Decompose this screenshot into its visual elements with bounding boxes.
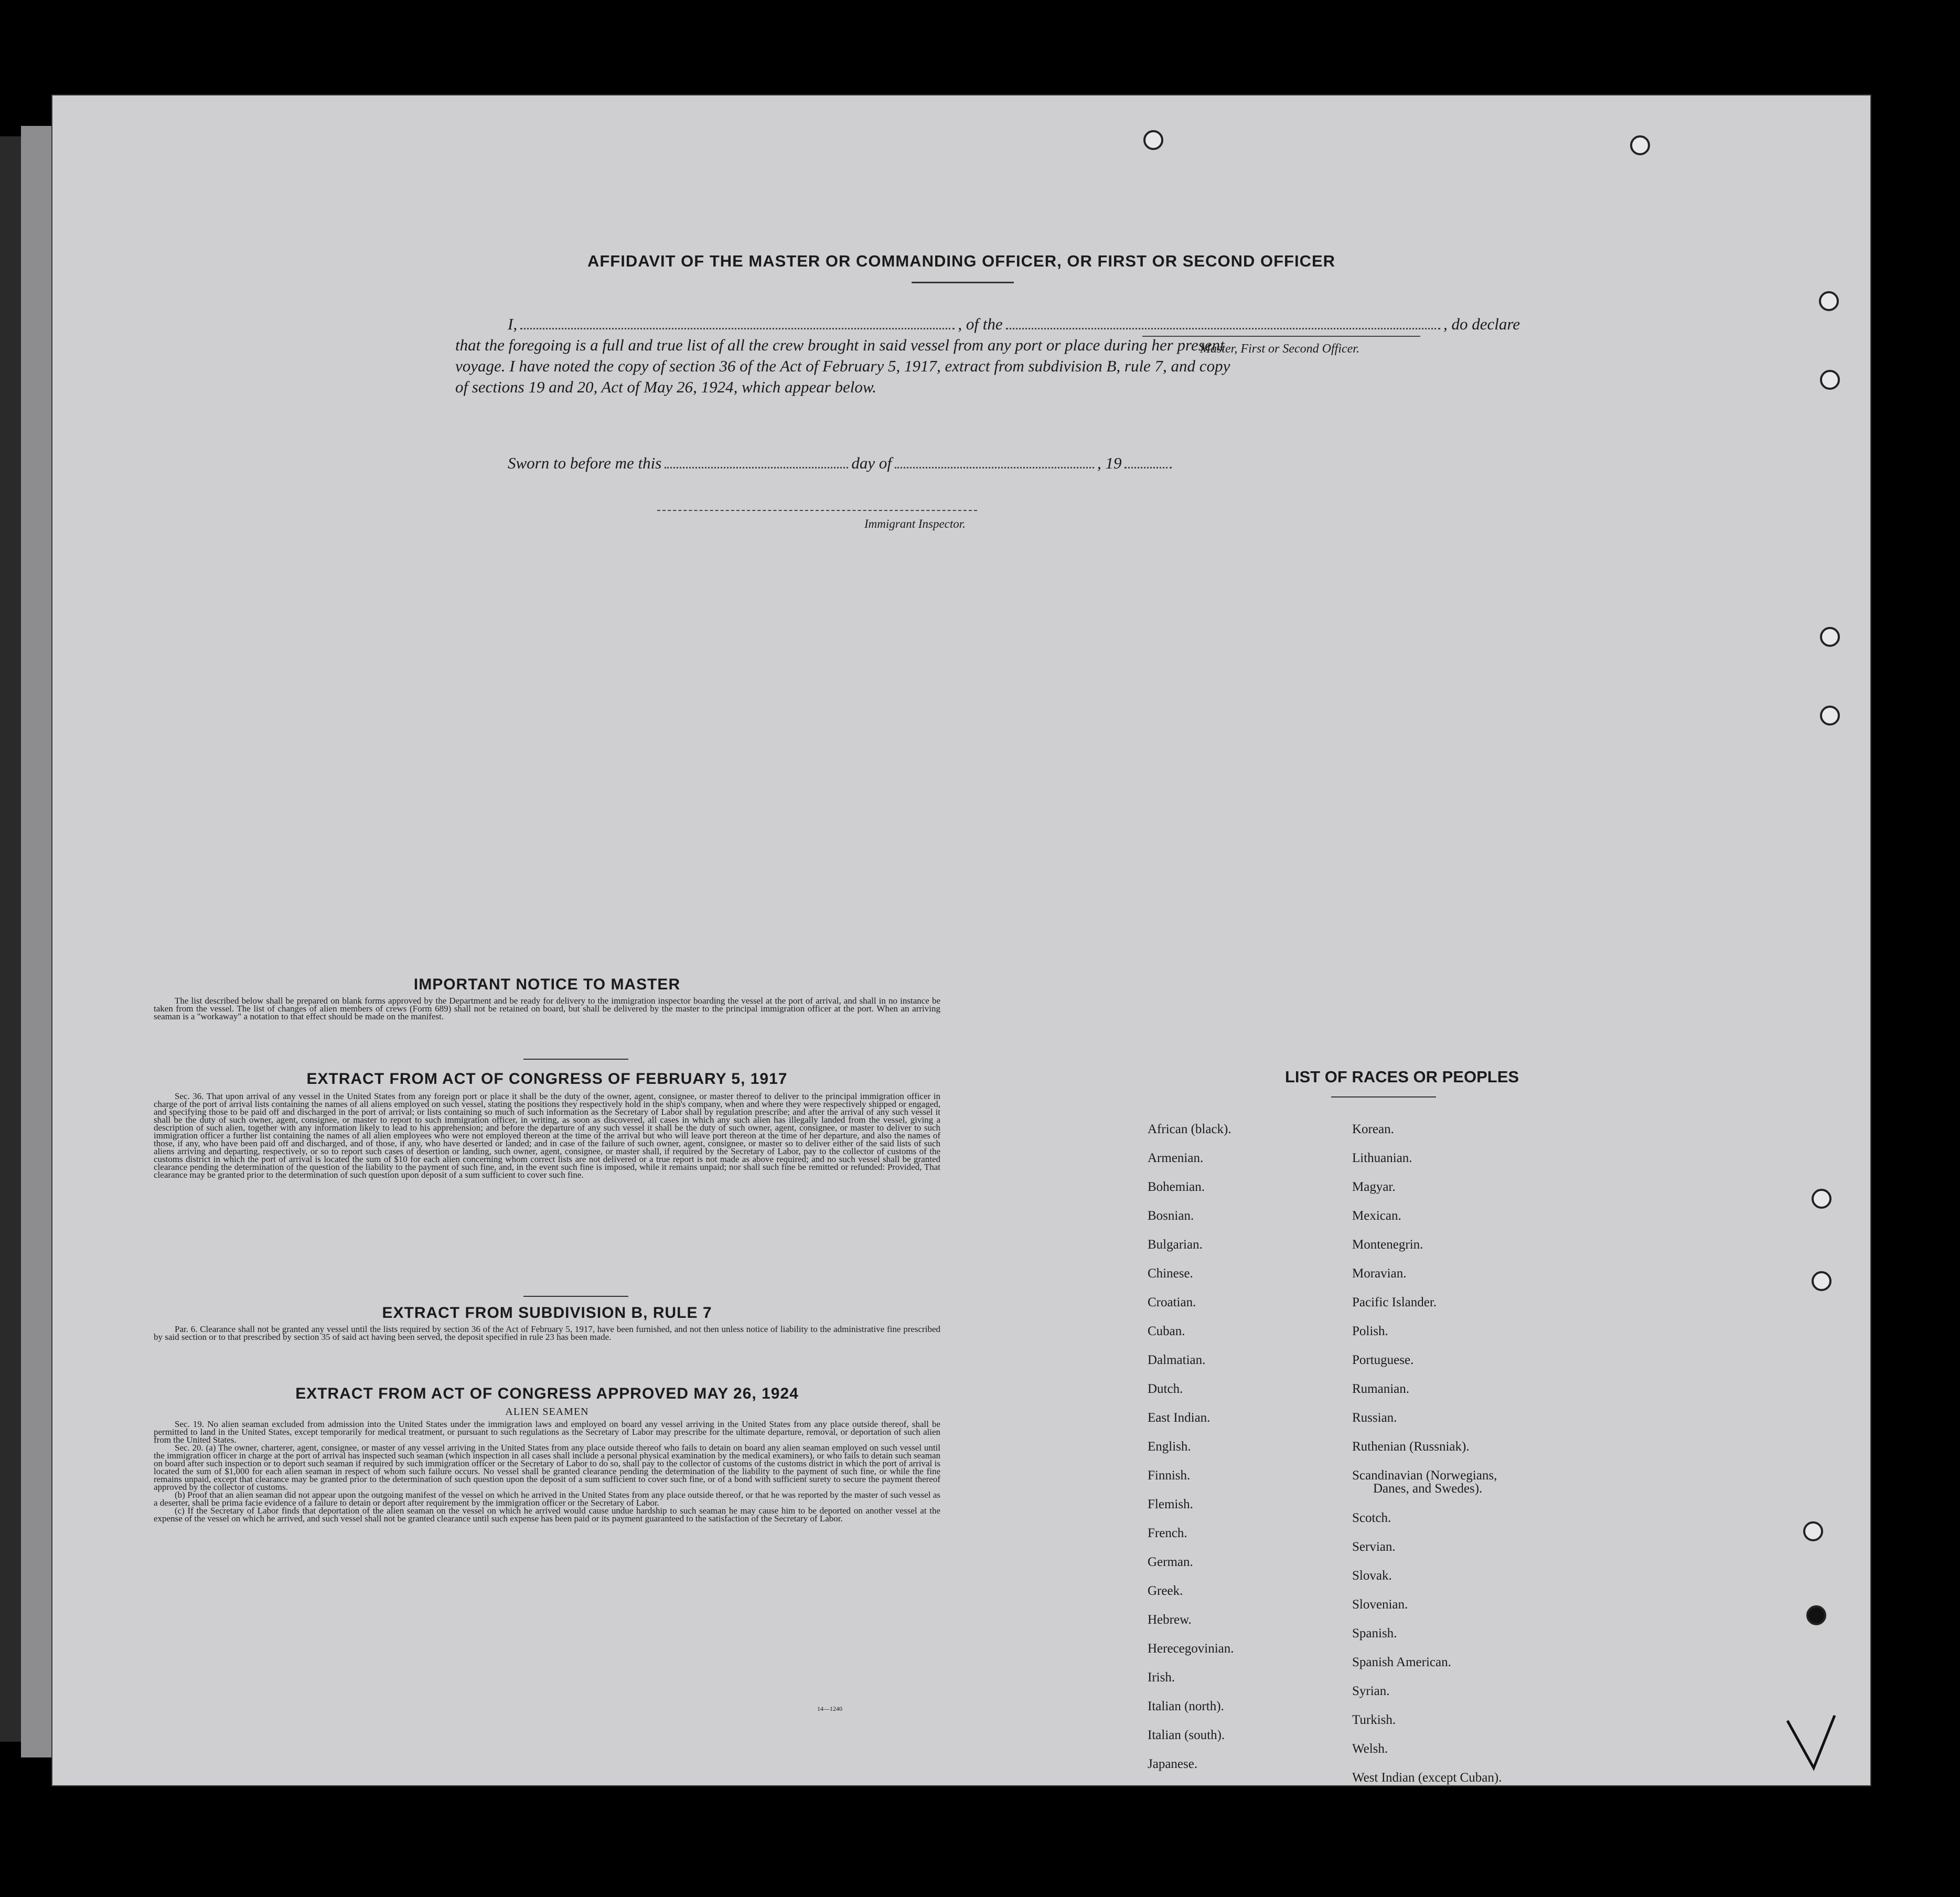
sec-20-a-text: Sec. 20. (a) The owner, charterer, agent, consignee, or master of any vessel arriving in the United States from any place outside thereof who fails to detain on board any alien seaman employed on such vessel until the immigration officer in charge at the port of arrival has inspected such seaman (which inspection in all cases shall include a personal physical examination by the medical examiners), or who fails to detain such seaman on board after such inspection or to deport such seaman if required by such immigration officer or the Secretary of Labor to do so, shall pay to the collector of customs of the customs district in which the port of arrival is located the sum of $1,000 for each alien seaman in respect of whom such failure occurs. No vessel shall be granted clearance pending the determination of the liability to the payment of such fine, or while the fine remains unpaid, except that clearance may be granted prior to the determination of such question upon the deposit of a sum sufficient to cover such fine, or of a bond with sufficient surety to secure the payment thereof approved by the collector of customs. (154, 1443, 940, 1492)
punch-hole (1820, 706, 1840, 726)
extract-1917-section (154, 1070, 940, 1179)
races-title: LIST OF RACES OR PEOPLES (1284, 1068, 1519, 1086)
divider (523, 1296, 628, 1297)
race-item: Japanese. (1148, 1757, 1198, 1771)
page-stack-edge (21, 126, 52, 1757)
race-item: Spanish. (1352, 1626, 1397, 1640)
race-item: Flemish. (1148, 1497, 1193, 1511)
notice-text: The list described below shall be prepared on blank forms approved by the Department and be ready for delivery to the immigration inspector boarding the vessel at the port of arrival, and shall in no instance be taken from the vessel. The list of changes of alien members of crews (Form 689) shall not be retained on board, but shall be delivered by the master to the principal immigration officer at the port. When an arriving seaman is a "workaway" a notation to that effect should be made on the manifest. (154, 996, 940, 1021)
punch-hole (1806, 1605, 1826, 1625)
sworn-text: Sworn to before me this (508, 454, 662, 472)
sec-20-c-text: (c) If the Secretary of Labor finds that deportation of the alien seaman on the vessel on which he arrived would cause undue hardship to such seaman he may cause him to be deported on another vessel at the expense of the vessel on which he arrived, and such vessel shall not be granted clearance until such expense has been paid or its payment guaranteed to the satisfaction of the Secretary of Labor. (154, 1506, 940, 1523)
inspector-label: Immigrant Inspector. (864, 517, 966, 530)
form-page (51, 94, 1871, 1786)
affidavit-declare: , do declare (1443, 315, 1520, 333)
race-item: Herecegovinian. (1148, 1642, 1234, 1656)
affidavit-line-3: voyage. I have noted the copy of section 36 of the Act of February 5, 1917, extract from subdivision B, rule 7, and copy (455, 357, 1230, 375)
race-item: Pacific Islander. (1352, 1295, 1437, 1309)
check-mark-icon (1782, 1710, 1845, 1778)
punch-hole (1803, 1521, 1823, 1541)
affidavit-title: AFFIDAVIT OF THE MASTER OR COMMANDING OFFICER, OR FIRST OR SECOND OFFICER (587, 252, 1336, 270)
punch-hole (1820, 627, 1840, 647)
notice-section (154, 976, 940, 1020)
race-item: Servian. (1352, 1540, 1396, 1554)
sworn-day-field[interactable] (665, 454, 848, 468)
race-item: Dutch. (1148, 1382, 1183, 1396)
race-item: Bohemian. (1148, 1180, 1205, 1194)
race-item: African (black). (1148, 1122, 1231, 1136)
race-item: Italian (north). (1148, 1699, 1224, 1713)
race-item: Armenian. (1148, 1151, 1204, 1165)
subdivision-b-section (154, 1304, 940, 1341)
affidavit-of-the: , of the (958, 315, 1003, 333)
sworn-month-field[interactable] (895, 454, 1094, 468)
punch-hole (1819, 291, 1839, 311)
race-item: Russian. (1352, 1411, 1397, 1425)
race-item: Ruthenian (Russniak). (1352, 1440, 1470, 1454)
affidavit-line-1 (455, 314, 1520, 335)
race-item: Bulgarian. (1148, 1238, 1203, 1252)
race-item: Turkish. (1352, 1713, 1396, 1727)
punch-hole (1812, 1189, 1832, 1209)
punch-hole (1820, 370, 1840, 390)
race-item: West Indian (except Cuban). (1352, 1771, 1502, 1785)
races-right-column (1352, 1115, 1502, 1792)
inspector-signature-line[interactable] (657, 510, 977, 511)
race-item: Greek. (1148, 1584, 1183, 1598)
alien-seamen-subtitle: ALIEN SEAMEN (505, 1406, 589, 1418)
race-item: Bosnian. (1148, 1209, 1194, 1223)
race-item: French. (1148, 1526, 1187, 1540)
race-item: Chinese. (1148, 1266, 1193, 1281)
race-item: Polish. (1352, 1324, 1388, 1338)
punch-hole (1143, 130, 1163, 150)
sec-20-b-text: (b) Proof that an alien seaman did not appear upon the outgoing manifest of the vessel on which he arrived in the United States from any place outside thereof, or that he was reported by the master of such vessel as a deserter, shall be prima facie evidence of a failure to detain or deport after requirement by the immigration officer or the Secretary of Labor. (154, 1490, 940, 1508)
notice-title: IMPORTANT NOTICE TO MASTER (413, 976, 681, 993)
race-item: English. (1148, 1440, 1191, 1454)
race-item: Slovak. (1352, 1569, 1392, 1583)
form-number: 14—1240 (817, 1705, 842, 1712)
race-item: Montenegrin. (1352, 1238, 1423, 1252)
race-item: Slovenian. (1352, 1597, 1408, 1612)
subdivision-b-title: EXTRACT FROM SUBDIVISION B, RULE 7 (382, 1304, 712, 1321)
race-item: Irish. (1148, 1670, 1175, 1685)
affidavit-i: I, (508, 315, 518, 333)
affidavit-body (455, 314, 1520, 398)
race-item: Moravian. (1352, 1266, 1407, 1281)
sworn-year-field[interactable] (1124, 454, 1172, 468)
race-item: Magyar. (1352, 1180, 1396, 1194)
name-field[interactable] (520, 315, 955, 329)
extract-1924-section (154, 1385, 940, 1522)
race-item: Scotch. (1352, 1511, 1391, 1525)
race-item: Dalmatian. (1148, 1353, 1206, 1367)
race-item: German. (1148, 1555, 1193, 1569)
extract-1917-text: Sec. 36. That upon arrival of any vessel in the United States from any foreign port or place it shall be the duty of the owner, agent, consignee, or master thereof to deliver to the principal immigration officer in charge of the port of arrival lists containing the names of all aliens employed on such vessel, stating the positions they respectively hold in the ship's company, when and where they were respectively shipped or engaged, and specifying those to be paid off and discharged in the port of arrival; or lists containing so much of such information as the Secretary of Labor shall by regulation prescribe; and after the arrival of any such vessel it shall be the duty of such owner, agent, consignee, or master to report to such immigration officer, in writing, as soon as discovered, all cases in which any such alien has illegally landed from the vessel, giving a description of such alien, together with any information likely to lead to his apprehension; and before the departure of any such vessel it shall be the duty of such owner, agent, consignee, or master to deliver to such immigration officer a further list containing the names of all alien employees who were not employed thereon at the time of the arrival but who will leave port thereon at the time of her departure, and also the names of those, if any, who have been paid off and discharged, and of those, if any, who have deserted or landed; and in case of the failure of such owner, agent, consignee, or master so to deliver either of the said lists of such aliens arriving and departing, respectively, or so to report such cases of desertion or landing, such owner, agent, consignee, or master shall, if required by the Secretary of Labor, pay to the collector of customs of the customs district in which the port of arrival is located the sum of $10 for each alien concerning whom correct lists are not delivered or a true report is not made as above required; and no such vessel shall be granted clearance pending the determination of the question of the liability to the payment of such fine, and, in the event such fine is imposed, while it remains unpaid; nor shall such fine be remitted or refunded: Provided, That clearance may be granted prior to the determination of such question upon deposit of a sum sufficient to cover such fine. (154, 1091, 940, 1180)
race-item: East Indian. (1148, 1411, 1211, 1425)
sworn-line (508, 454, 1268, 473)
extract-1924-title: EXTRACT FROM ACT OF CONGRESS APPROVED MAY 26, 1924 (295, 1385, 799, 1402)
subdivision-b-text: Par. 6. Clearance shall not be granted any vessel until the lists required by section 36 of the Act of February 5, 1917, have been furnished, and not then unless notice of liability to the administrative fine prescribed by said section or to that prescribed by section 35 of said act having been served, the deposit specified in rule 23 has been made. (154, 1324, 940, 1342)
title-underline (912, 282, 1014, 283)
race-item: Portuguese. (1352, 1353, 1414, 1367)
extract-1917-title: EXTRACT FROM ACT OF CONGRESS OF FEBRUARY 5, 1917 (306, 1070, 788, 1088)
race-item: Lithuanian. (1352, 1151, 1412, 1165)
master-signature-line[interactable] (1142, 336, 1420, 337)
punch-hole (1630, 135, 1650, 155)
race-item: Cuban. (1148, 1324, 1185, 1338)
divider (523, 1059, 628, 1060)
sworn-day-of: day of (851, 454, 892, 472)
race-item: Finnish. (1148, 1468, 1191, 1483)
race-item: Hebrew. (1148, 1613, 1192, 1627)
punch-hole (1812, 1271, 1832, 1291)
affidavit-line-4: of sections 19 and 20, Act of May 26, 1924, which appear below. (455, 378, 877, 396)
vessel-field[interactable] (1006, 315, 1440, 329)
master-label: Master, First or Second Officer. (1200, 342, 1359, 356)
races-left-column (1148, 1115, 1234, 1778)
affidavit-line-2: that the foregoing is a full and true list of all the crew brought in said vessel from any port or place during her present (455, 336, 1225, 354)
races-underline (1331, 1096, 1436, 1097)
scan-border (0, 136, 21, 1742)
race-item: Scandinavian (Norwegians, (1352, 1468, 1497, 1483)
sworn-year-prefix: , 19 (1097, 454, 1122, 472)
sec-19-text: Sec. 19. No alien seaman excluded from admission into the United States under the immigration laws and employed on board any vessel arriving in the United States from any place outside thereof, shall be permitted to land in the United States, except temporarily for medical treatment, or pursuant to such regulations as the Secretary of Labor may prescribe for the ultimate departure, removal, or deportation of such alien from the United States. (154, 1419, 940, 1445)
race-item: Syrian. (1352, 1684, 1390, 1698)
race-item: Danes, and Swedes). (1373, 1482, 1483, 1496)
race-item: Spanish American. (1352, 1655, 1451, 1669)
race-item: Mexican. (1352, 1209, 1401, 1223)
race-item: Korean. (1352, 1122, 1394, 1136)
race-item: Croatian. (1148, 1295, 1196, 1309)
race-item: Welsh. (1352, 1742, 1388, 1756)
race-item: Rumanian. (1352, 1382, 1410, 1396)
race-item: Italian (south). (1148, 1728, 1225, 1742)
